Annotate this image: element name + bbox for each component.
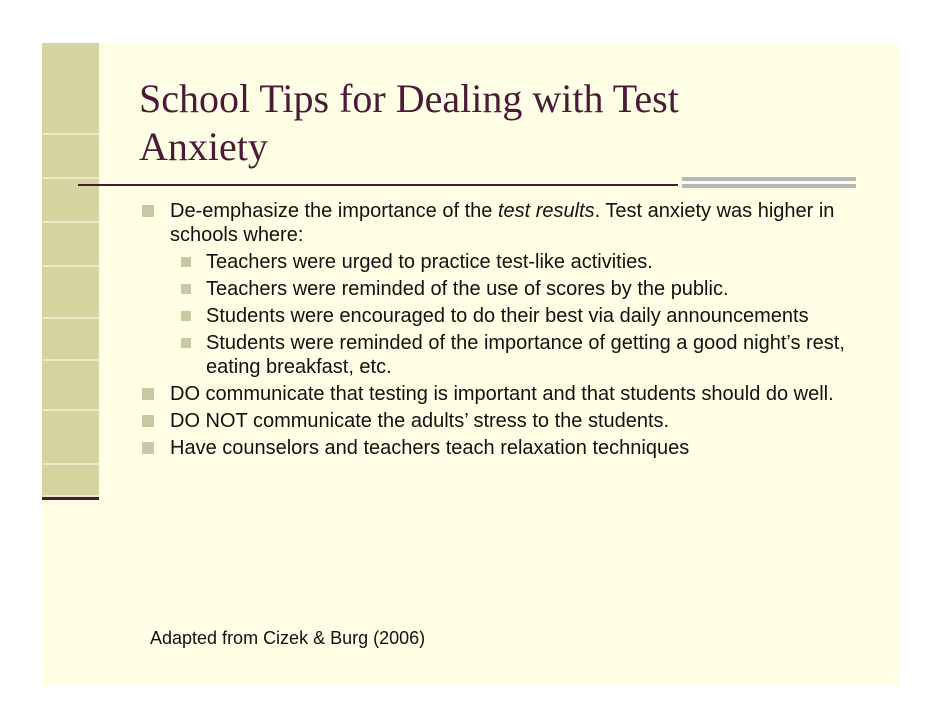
bullet-text: De-emphasize the importance of the <box>170 200 498 222</box>
title-line-1: School Tips for Dealing with Test <box>139 76 679 121</box>
title-underline <box>78 184 678 186</box>
slide <box>42 43 900 685</box>
sub-bullet-text: Teachers were reminded of the use of scores by the public. <box>206 278 729 300</box>
decorative-bar <box>682 177 856 181</box>
sub-bullet-text: Students were encouraged to do their best via daily announcements <box>206 305 809 327</box>
source-credit: Adapted from Cizek & Burg (2006) <box>150 628 426 648</box>
square-bullet-icon <box>142 388 154 400</box>
square-bullet-icon <box>181 311 191 321</box>
strip-tile <box>42 411 99 465</box>
bullet-text: DO communicate that testing is important and that students should do well. <box>170 383 834 405</box>
bullet-text: . Test anxiety was higher in schools where: <box>170 200 835 246</box>
bullet-list <box>130 199 850 463</box>
sub-bullet-item <box>130 277 850 301</box>
sub-bullet-item <box>130 250 850 274</box>
emphasis-text: test results <box>497 200 595 222</box>
strip-tile <box>42 361 99 411</box>
bullet-item <box>130 409 850 433</box>
square-bullet-icon <box>181 338 191 348</box>
bullet-item <box>130 382 850 406</box>
strip-tile <box>42 267 99 319</box>
sub-bullet-item <box>130 331 850 379</box>
sub-bullet-text: Students were reminded of the importance of getting a good night’s rest, eating breakfast, etc. <box>206 332 845 378</box>
square-bullet-icon <box>181 284 191 294</box>
bullet-text: DO NOT communicate the adults’ stress to the students. <box>170 410 670 432</box>
strip-tile <box>42 465 99 497</box>
strip-tile <box>42 43 99 135</box>
bullet-item <box>130 199 850 247</box>
left-decorative-strip <box>42 43 99 685</box>
square-bullet-icon <box>142 205 154 217</box>
strip-tile <box>42 223 99 267</box>
strip-accent-line <box>42 497 99 500</box>
square-bullet-icon <box>142 415 154 427</box>
strip-tile <box>42 135 99 179</box>
sub-bullet-text: Teachers were urged to practice test-like activities. <box>206 251 653 273</box>
title-line-2: Anxiety <box>139 124 268 169</box>
square-bullet-icon <box>142 442 154 454</box>
square-bullet-icon <box>181 257 191 267</box>
decorative-bar <box>682 184 856 188</box>
sub-bullet-item <box>130 304 850 328</box>
slide-title <box>139 75 839 171</box>
bullet-item <box>130 436 850 460</box>
strip-tile <box>42 319 99 361</box>
bullet-text: Have counselors and teachers teach relaxation techniques <box>170 437 690 459</box>
